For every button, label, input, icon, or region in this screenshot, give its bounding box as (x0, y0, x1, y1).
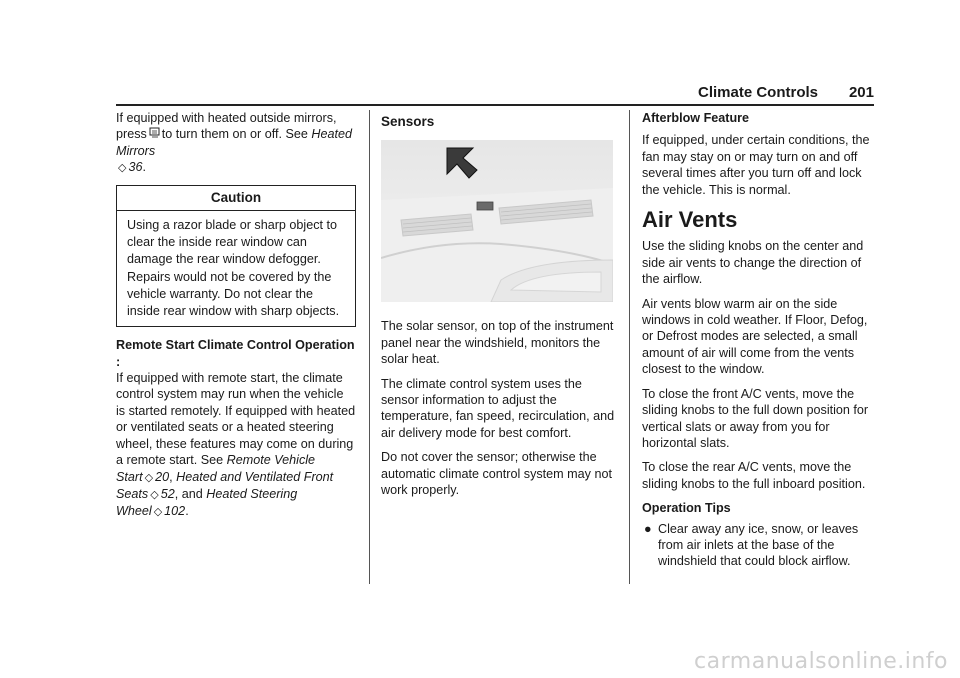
column-1 (116, 110, 356, 529)
caution-title: Caution (117, 186, 355, 211)
air-vents-paragraph-3: To close the front A/C vents, move the sliding knobs to the full down position for vertical slats or away from you for horizontal slats. (642, 386, 869, 450)
sensors-paragraph-1: The solar sensor, on top of the instrument panel near the windshield, monitors the solar heat. (381, 319, 614, 367)
header-rule (116, 104, 874, 106)
heated-seats-link[interactable]: Heated and Ventilated Front Seats (116, 469, 334, 501)
page-ref-36[interactable]: 36 (128, 160, 143, 175)
page-ref-102[interactable]: 102 (164, 504, 186, 519)
air-vents-paragraph-2: Air vents blow warm air on the side windows in cold weather. If Floor, Defog, or Defrost modes are selected, a small amount of air will come from the vents closest to the window. (642, 296, 868, 377)
solar-sensor-mark (477, 202, 493, 210)
page-ref-20[interactable]: 20 (155, 469, 170, 484)
watermark: carmanualsonline.info (694, 649, 948, 674)
page-number: 201 (848, 84, 874, 101)
operation-tips-heading: Operation Tips (642, 501, 731, 516)
page-header (116, 84, 874, 104)
afterblow-paragraph: If equipped, under certain conditions, the fan may stay on or may turn on and off several times after you turn off and lock the vehicle. This is normal. (642, 133, 870, 197)
page-ref-52[interactable]: 52 (160, 486, 175, 501)
sensors-paragraph-2: The climate control system uses the sensor information to adjust the temperature, fan speed, recirculation, and air delivery mode for best comfort. (381, 376, 615, 440)
heated-mirror-icon (149, 127, 160, 139)
column-divider-1 (369, 110, 370, 584)
remote-vehicle-start-link[interactable]: Remote Vehicle Start (116, 453, 316, 484)
air-vents-paragraph-1: Use the sliding knobs on the center and side air vents to change the direction of the airflow. (642, 239, 864, 287)
column-3 (642, 110, 878, 570)
operation-tips-list (642, 521, 878, 570)
section-title: Climate Controls (697, 84, 818, 101)
sensors-paragraph-3: Do not cover the sensor; otherwise the automatic climate control system may not work properly. (381, 450, 612, 498)
remote-start-heading: Remote Start Climate Control Operation : (116, 338, 355, 369)
air-vents-heading: Air Vents (642, 207, 738, 233)
sensors-heading: Sensors (381, 114, 435, 129)
afterblow-heading: Afterblow Feature (642, 111, 750, 125)
caution-text: Using a razor blade or sharp object to clear the inside rear window can damage the rear window defogger. Repairs would not be covered by the vehicle warranty. Do not clear the inside rear window with sharp objects. (127, 218, 340, 319)
column-2 (381, 110, 617, 506)
remote-start-paragraph: If equipped with remote start, the climate control system may run when the vehicle is started remotely. If equipped with heated or ventilated seats or a heated steering wheel, these features may come on during a remote start. See Remote Vehicle Start ◇ 20, Heated and Ventilated Front Seats ◇ 52, and Heated Steering Wheel ◇ 102. (116, 371, 356, 519)
solar-sensor-photo (381, 140, 613, 302)
heated-steering-wheel-link[interactable]: Heated Steering Wheel (116, 486, 298, 519)
heated-mirrors-paragraph: If equipped with heated outside mirrors, press to turn them on or off. See Heated Mirrors ◇ 36. (116, 111, 353, 175)
column-divider-2 (629, 110, 630, 584)
bullet-icon: ● (644, 521, 652, 536)
heated-mirrors-link[interactable]: Heated Mirrors (116, 127, 353, 158)
air-vents-paragraph-4: To close the rear A/C vents, move the sliding knobs to the full inboard position. (642, 460, 866, 491)
page-footer (0, 650, 960, 674)
xref-symbol: ◇ (118, 162, 127, 175)
caution-box (116, 185, 356, 328)
list-item: ● Clear away any ice, snow, or leaves from air inlets at the base of the windshield that could block airflow. (644, 521, 859, 569)
